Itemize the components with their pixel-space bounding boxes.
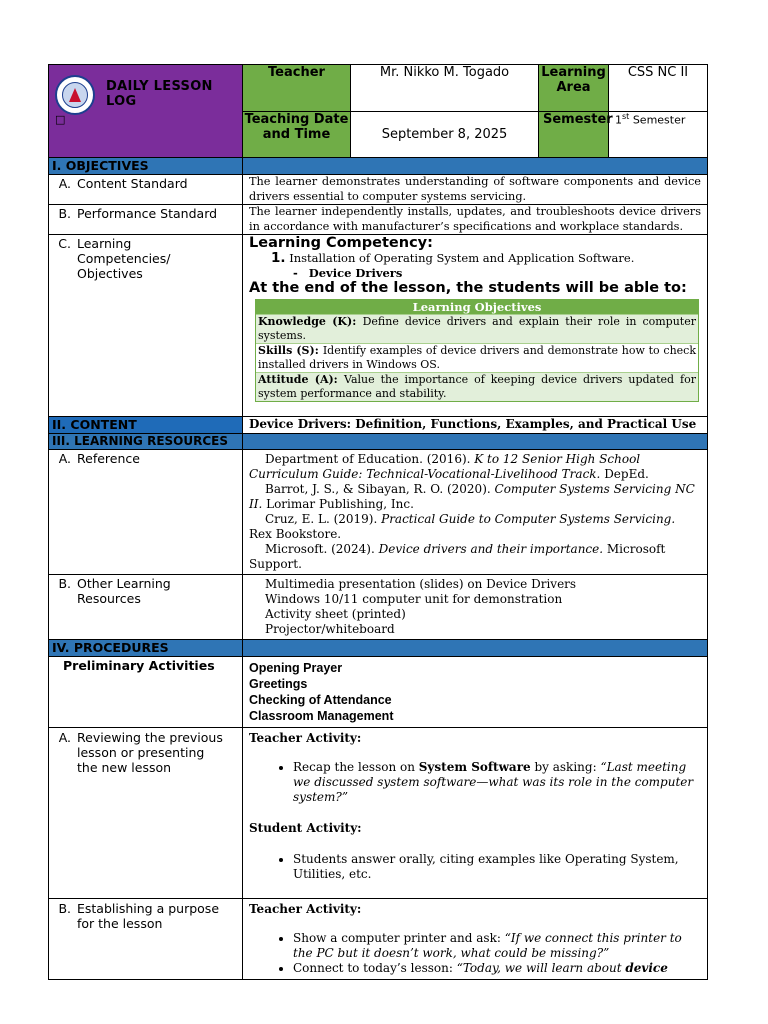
references-row: A. Reference Department of Education. (2016). K to 12 Senior High School Curriculum Guide: Technical-Vocational-Livelihood Track. DepEd. Barrot, J. S., & Sibayan, R. O. (2020). Computer Systems Servicing NC II. Lorimar Publishing, Inc. Cruz, E. L. (2019). Practical Guide to Computer Systems Servicing. Rex Bookstore. Microsoft. (2024). Device drivers and their importance. Microsoft Support.: [49, 449, 707, 574]
teacher-activity-item: • Recap the lesson on System Software by asking: “Last meeting we discussed system software—what was its role in the computer system?”: [293, 760, 701, 805]
content-row: [49, 416, 707, 433]
competency-item: 1. Installation of Operating System and Application Software.: [271, 250, 635, 266]
prelim-item: Classroom Management: [249, 709, 394, 723]
competency-heading: Learning Competency:: [249, 235, 433, 251]
learning-objectives-table: [255, 299, 699, 402]
procedures-heading-row: [49, 639, 707, 656]
skills-objective: Skills (S): Identify examples of device drivers and demonstrate how to check installed drivers in Windows OS.: [258, 344, 696, 371]
header-labels-col2: [539, 65, 613, 157]
student-activity-label: Student Activity:: [249, 821, 362, 835]
content-heading: II. CONTENT: [49, 417, 243, 433]
date-value: September 8, 2025: [351, 111, 538, 157]
teacher-label: Teacher: [243, 65, 350, 111]
reference-list: [243, 450, 707, 574]
daily-lesson-log: [48, 64, 708, 980]
resources-heading: III. LEARNING RESOURCES: [49, 434, 243, 449]
semester-value: 1st Semester: [609, 111, 707, 157]
content-text: Device Drivers: Definition, Functions, Examples, and Practical Use: [249, 417, 697, 431]
learning-area-label: Learning Area: [539, 65, 608, 111]
student-activity-item: • Students answer orally, citing examples like Operating System, Utilities, etc.: [293, 852, 701, 882]
objectives-table-title: Learning Objectives: [256, 300, 698, 314]
performance-standard-label: Performance Standard: [77, 206, 218, 221]
performance-standard-row: B. Performance Standard The learner independently installs, updates, and troubleshoots device drivers in accordance with manufacturer’s specifications and workplace standards.: [49, 204, 707, 234]
header-labels-col1: [243, 65, 351, 157]
competency-subitem: - Device Drivers: [293, 266, 403, 280]
header-values-col2: [609, 65, 707, 157]
knowledge-objective: Knowledge (K): Define device drivers and explain their role in computer systems.: [256, 314, 698, 343]
prelim-item: Opening Prayer: [249, 661, 343, 675]
other-resources-label: Other Learning Resources: [77, 576, 171, 606]
resource-item: Windows 10/11 computer unit for demonstration: [265, 592, 563, 606]
teacher-value: Mr. Nikko M. Togado: [379, 65, 510, 80]
reference-item: Microsoft. (2024). Device drivers and their importance. Microsoft Support.: [249, 542, 666, 571]
log-title: DAILY LESSON LOG: [106, 79, 213, 109]
other-resources-list: [243, 575, 707, 639]
preliminary-row: [49, 656, 707, 727]
content-standard-row: A. Content Standard The learner demonstrates understanding of software components and device drivers essential to computer systems servicing.: [49, 174, 707, 204]
procedure-a-label: Reviewing the previous lesson or presenting the new lesson: [77, 730, 223, 775]
performance-standard-text: The learner independently installs, updates, and troubleshoots device drivers in accordance with manufacturer’s specifications and workplace standards.: [249, 205, 701, 233]
resource-item: Projector/whiteboard: [265, 622, 395, 636]
reference-item: Cruz, E. L. (2019). Practical Guide to Computer Systems Servicing. Rex Bookstore.: [249, 512, 676, 541]
attitude-objective: Attitude (A): Value the importance of keeping device drivers updated for system performance and stability.: [258, 373, 696, 400]
teacher-activity-label: Teacher Activity:: [249, 731, 362, 745]
competencies-label: Learning Competencies/ Objectives: [77, 236, 171, 281]
procedure-a-row: A. Reviewing the previous lesson or presenting the new lesson Teacher Activity: • Recap the lesson on System Software by asking: “Last meeting we discussed system software—what was its role in the computer system?” Student Activity: • Students answer orally, citing examples like Operating System, Utilities, etc.: [49, 727, 707, 898]
procedure-b-label: Establishing a purpose for the lesson: [77, 901, 220, 931]
preliminary-label: Preliminary Activities: [49, 657, 243, 727]
content-standard-label: Content Standard: [77, 176, 188, 191]
content-standard-text: The learner demonstrates understanding of software components and device drivers essential to computer systems servicing.: [249, 175, 701, 203]
teacher-activity-item: • Show a computer printer and ask: “If we connect this printer to the PC but it doesn’t work, what could be missing?”: [293, 931, 701, 961]
semester-label: Semester: [539, 111, 608, 157]
teacher-activity-label: Teacher Activity:: [249, 902, 362, 916]
resource-item: Activity sheet (printed): [265, 607, 406, 621]
header-row: [49, 65, 707, 157]
end-of-lesson-heading: At the end of the lesson, the students will be able to:: [249, 280, 687, 296]
reference-label: Reference: [77, 451, 140, 466]
placeholder-glyph-icon: □: [55, 113, 66, 126]
procedures-heading: IV. PROCEDURES: [49, 640, 243, 656]
resource-item: Multimedia presentation (slides) on Device Drivers: [265, 577, 577, 591]
objectives-heading-row: [49, 157, 707, 174]
reference-item: Barrot, J. S., & Sibayan, R. O. (2020). Computer Systems Servicing NC II. Lorimar Publishing, Inc.: [249, 482, 695, 511]
competencies-row: C. Learning Competencies/ Objectives Learning Competency: 1. Installation of Operating System and Application Software. - Device Drivers At the end of the lesson, the students will be able to: Learning Objectives Knowledge (K): Define device drivers and explain their role in computer systems. Skills (S): Identify examples of device drivers and demonstrate how to check installed drivers in Windows OS. Attitude (A): Value the importance of keeping device drivers updated for system performance and stability.: [49, 234, 707, 416]
date-label: Teaching Date and Time: [243, 111, 350, 157]
objectives-heading: I. OBJECTIVES: [49, 158, 243, 174]
prelim-item: Checking of Attendance: [249, 693, 392, 707]
deped-seal-icon: [55, 75, 95, 115]
procedure-b-row: B. Establishing a purpose for the lesson Teacher Activity: • Show a computer printer and ask: “If we connect this printer to the PC but it doesn’t work, what could be missing?” • Connect to today’s lesson: “Today, we will learn about device: [49, 898, 707, 979]
header-values-col1: [351, 65, 539, 157]
teacher-activity-item: • Connect to today’s lesson: “Today, we will learn about device: [293, 961, 701, 976]
logo-cell: [49, 65, 243, 157]
other-resources-row: B. Other Learning Resources Multimedia presentation (slides) on Device Drivers Windows 10/11 computer unit for demonstration Activity sheet (printed) Projector/whiteboard: [49, 574, 707, 639]
reference-item: Department of Education. (2016). K to 12 Senior High School Curriculum Guide: Technical-Vocational-Livelihood Track. DepEd.: [249, 452, 649, 481]
resources-heading-row: [49, 433, 707, 449]
preliminary-list: [243, 657, 707, 727]
learning-area-value: CSS NC II: [627, 65, 689, 80]
prelim-item: Greetings: [249, 677, 308, 691]
